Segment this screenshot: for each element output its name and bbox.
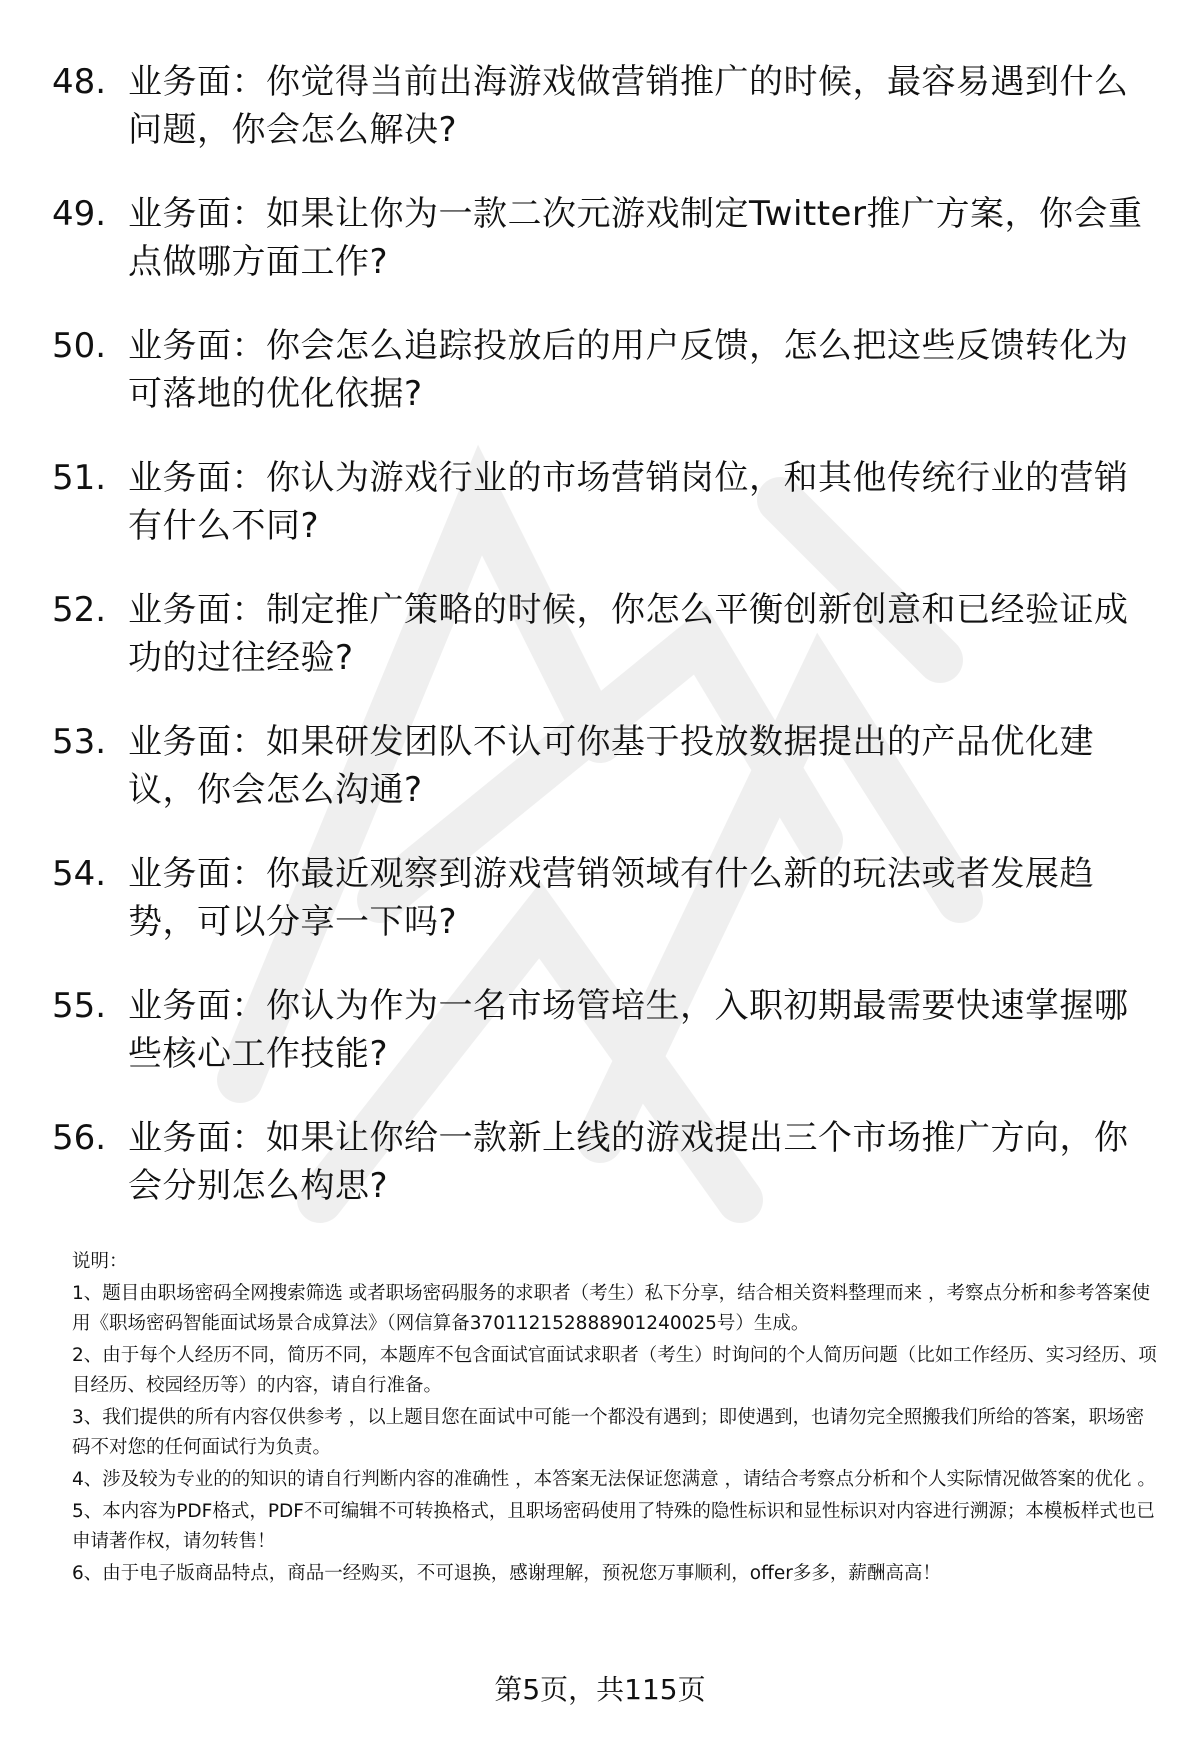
question-number: 51. [52,458,107,498]
question-number: 54. [52,854,107,894]
question-text: 业务面：如果让你给一款新上线的游戏提出三个市场推广方向，你会分别怎么构思? [128,1118,1129,1206]
question-number: 56. [52,1118,107,1158]
question-text: 业务面：你认为作为一名市场管培生，入职初期最需要快速掌握哪些核心工作技能? [128,986,1129,1074]
question-item [52,850,1152,982]
note-item: 3、我们提供的所有内容仅供参考 ，以上题目您在面试中可能一个都没有遇到；即使遇到，也请勿完全照搬我们所给的答案，职场密码不对您的任何面试行为负责。 [72,1407,1145,1458]
question-item [52,718,1152,850]
question-list [52,58,1152,1246]
question-item [52,1114,1152,1246]
question-number: 49. [52,194,107,234]
question-item [52,454,1152,586]
question-item [52,58,1152,190]
question-text: 业务面：如果让你为一款二次元游戏制定Twitter推广方案，你会重点做哪方面工作? [128,194,1143,282]
question-number: 50. [52,326,107,366]
question-text: 业务面：制定推广策略的时候，你怎么平衡创新创意和已经验证成功的过往经验? [128,590,1129,678]
question-text: 业务面：你最近观察到游戏营销领域有什么新的玩法或者发展趋势，可以分享一下吗? [128,854,1094,942]
question-text: 业务面：你觉得当前出海游戏做营销推广的时候，最容易遇到什么问题，你会怎么解决? [128,62,1129,150]
question-item [52,190,1152,322]
question-item [52,982,1152,1114]
question-number: 48. [52,62,107,102]
question-text: 业务面：你会怎么追踪投放后的用户反馈，怎么把这些反馈转化为可落地的优化依据? [128,326,1129,414]
notes-heading: 说明： [72,1251,128,1272]
question-item [52,322,1152,454]
question-text: 业务面：你认为游戏行业的市场营销岗位，和其他传统行业的营销有什么不同? [128,458,1129,546]
notes-section [72,1247,1158,1591]
note-item: 4、涉及较为专业的的知识的请自行判断内容的准确性 ，本答案无法保证您满意 ，请结合考察点分析和个人实际情况做答案的优化 。 [72,1469,1156,1490]
page-number: 第5页，共115页 [494,1673,706,1706]
note-item: 2、由于每个人经历不同，简历不同，本题库不包含面试官面试求职者（考生）时询问的个人简历问题（比如工作经历、实习经历、项目经历、校园经历等）的内容，请自行准备。 [72,1345,1157,1396]
question-item [52,586,1152,718]
note-item: 6、由于电子版商品特点，商品一经购买，不可退换，感谢理解，预祝您万事顺利，offer多多，薪酬高高！ [72,1563,941,1584]
question-text: 业务面：如果研发团队不认可你基于投放数据提出的产品优化建议，你会怎么沟通? [128,722,1094,810]
question-number: 52. [52,590,107,630]
note-item: 5、本内容为PDF格式，PDF不可编辑不可转换格式，且职场密码使用了特殊的隐性标识和显性标识对内容进行溯源；本模板样式也已申请著作权，请勿转售！ [72,1501,1155,1552]
note-item: 1、题目由职场密码全网搜索筛选 或者职场密码服务的求职者（考生）私下分享，结合相关资料整理而来 ，考察点分析和参考答案使用《职场密码智能面试场景合成算法》（网信算备370112152888901240025号）生成。 [72,1283,1151,1334]
question-number: 55. [52,986,107,1026]
question-number: 53. [52,722,107,762]
